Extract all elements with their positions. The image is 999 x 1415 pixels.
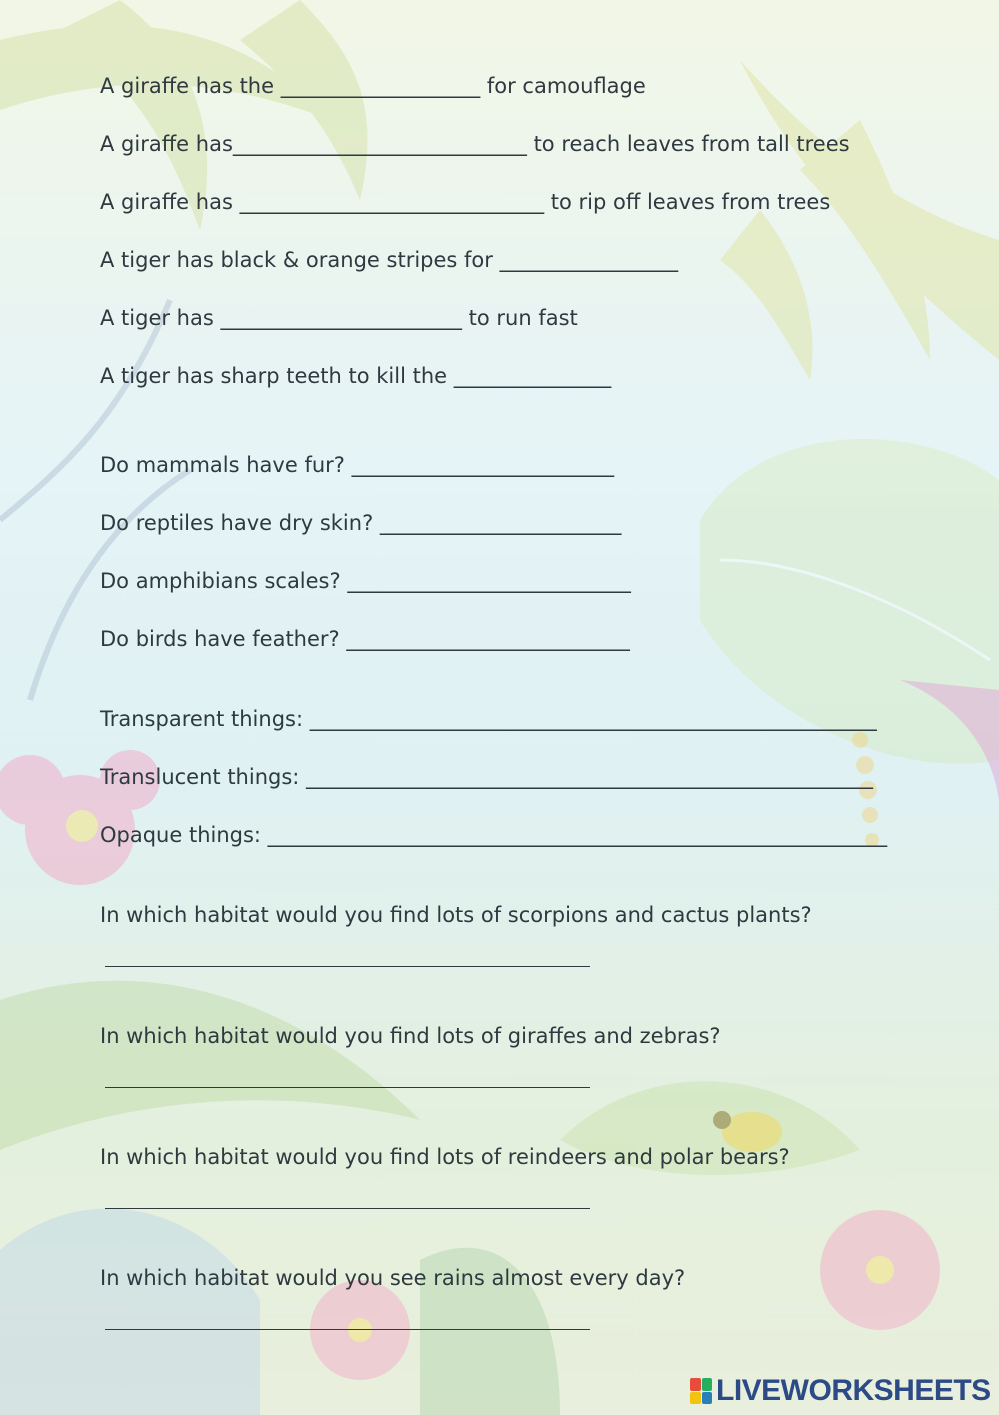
logo-square-blue — [702, 1392, 713, 1405]
question-opaque: Opaque things: ___________________________________________________________ — [100, 823, 888, 847]
question-reptiles: Do reptiles have dry skin? _______________________ — [100, 511, 622, 535]
question-habitat-rainforest: In which habitat would you see rains almost every day? — [100, 1266, 686, 1290]
question-tiger-stripes: A tiger has black & orange stripes for _________________ — [100, 248, 679, 272]
brand-name: LIVEWORKSHEETS — [716, 1374, 991, 1407]
question-tiger-teeth: A tiger has sharp teeth to kill the _______________ — [100, 364, 612, 388]
answer-line[interactable] — [105, 1087, 590, 1088]
logo-square-green — [702, 1378, 713, 1391]
logo-square-red — [690, 1378, 701, 1391]
question-giraffe-rip: A giraffe has _____________________________ to rip off leaves from trees — [100, 190, 831, 214]
answer-line[interactable] — [105, 966, 590, 967]
question-tiger-run: A tiger has _______________________ to run fast — [100, 306, 578, 330]
question-giraffe-camouflage: A giraffe has the ___________________ for camouflage — [100, 74, 646, 98]
liveworksheets-logo-icon — [690, 1378, 712, 1404]
logo-square-yellow — [690, 1392, 701, 1405]
question-giraffe-reach: A giraffe has____________________________ to reach leaves from tall trees — [100, 132, 850, 156]
liveworksheets-brand[interactable] — [690, 1374, 991, 1408]
question-habitat-arctic: In which habitat would you find lots of reindeers and polar bears? — [100, 1145, 790, 1169]
answer-line[interactable] — [105, 1329, 590, 1330]
question-amphibians: Do amphibians scales? ___________________________ — [100, 569, 631, 593]
question-translucent: Translucent things: ______________________________________________________ — [100, 765, 874, 789]
question-habitat-savanna: In which habitat would you find lots of giraffes and zebras? — [100, 1024, 721, 1048]
question-mammals: Do mammals have fur? _________________________ — [100, 453, 615, 477]
answer-line[interactable] — [105, 1208, 590, 1209]
question-transparent: Transparent things: ______________________________________________________ — [100, 707, 877, 731]
question-birds: Do birds have feather? ___________________________ — [100, 627, 630, 651]
question-habitat-desert: In which habitat would you find lots of scorpions and cactus plants? — [100, 903, 812, 927]
